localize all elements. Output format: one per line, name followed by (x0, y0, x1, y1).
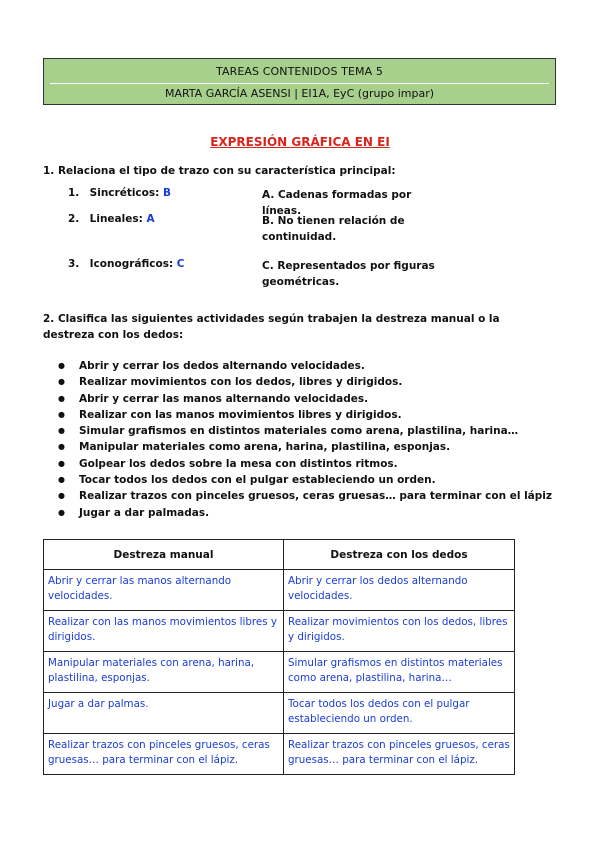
table-cell: Realizar trazos con pinceles gruesos, ceras gruesas… para terminar con el lápiz. (284, 734, 515, 775)
match-label: Sincréticos: (89, 187, 160, 199)
header-author: MARTA GARCÍA ASENSI | EI1A, EyC (grupo impar) (164, 87, 435, 100)
match-answer: B (162, 187, 171, 199)
question-1: 1. Relaciona el tipo de trazo con su característica principal: (43, 165, 396, 177)
list-item: ● Jugar a dar palmadas. (58, 505, 552, 521)
list-item: ● Tocar todos los dedos con el pulgar estableciendo un orden. (58, 472, 552, 488)
table-row (44, 570, 515, 611)
match-desc-2: B. No tienen relación de continuidad. (262, 215, 405, 243)
activity-list (58, 358, 552, 521)
list-item: ● Realizar con las manos movimientos libres y dirigidos. (58, 407, 552, 423)
table-cell: Realizar con las manos movimientos libres y dirigidos. (44, 611, 284, 652)
classification-table (43, 539, 515, 775)
match-desc-3: C. Representados por figuras geométricas. (262, 260, 435, 288)
list-item: ● Realizar movimientos con los dedos, libres y dirigidos. (58, 374, 552, 390)
question-2: 2. Clasifica las siguientes actividades según trabajen la destreza manual o la destreza con los dedos: (43, 313, 500, 341)
match-item-2 (68, 213, 155, 225)
table-cell: Abrir y cerrar los dedos alternando velocidades. (284, 570, 515, 611)
header-divider (50, 83, 549, 84)
table-row (44, 611, 515, 652)
header-subject: TAREAS CONTENIDOS TEMA 5 (216, 65, 383, 78)
table-cell: Manipular materiales con arena, harina, plastilina, esponjas. (44, 652, 284, 693)
list-item: ● Golpear los dedos sobre la mesa con distintos ritmos. (58, 456, 552, 472)
table-cell: Tocar todos los dedos con el pulgar estableciendo un orden. (284, 693, 515, 734)
page-title: EXPRESIÓN GRÁFICA EN EI (210, 135, 390, 149)
table-header-row (44, 540, 515, 570)
match-item-3 (68, 258, 185, 270)
column-header-manual: Destreza manual (44, 540, 284, 570)
list-item: ● Manipular materiales como arena, harina, plastilina, esponjas. (58, 439, 552, 455)
header-box (43, 58, 556, 105)
match-answer: A (146, 213, 155, 225)
table-row (44, 693, 515, 734)
table-cell: Jugar a dar palmas. (44, 693, 284, 734)
match-desc-1: A. Cadenas formadas por líneas. (262, 189, 412, 217)
table-cell: Simular grafismos en distintos materiales como arena, plastilina, harina… (284, 652, 515, 693)
list-item: ● Abrir y cerrar los dedos alternando velocidades. (58, 358, 552, 374)
list-item: ● Abrir y cerrar las manos alternando velocidades. (58, 391, 552, 407)
match-label: Lineales: (89, 213, 143, 225)
list-item: ● Simular grafismos en distintos materiales como arena, plastilina, harina… (58, 423, 552, 439)
match-label: Iconográficos: (89, 258, 174, 270)
match-answer: C (176, 258, 185, 270)
match-item-1 (68, 187, 171, 199)
table-cell: Abrir y cerrar las manos alternando velocidades. (44, 570, 284, 611)
table-cell: Realizar trazos con pinceles gruesos, ceras gruesas… para terminar con el lápiz. (44, 734, 284, 775)
table-row (44, 652, 515, 693)
match-number: 3. (68, 258, 80, 270)
table-row (44, 734, 515, 775)
match-number: 2. (68, 213, 80, 225)
list-item: ● Realizar trazos con pinceles gruesos, ceras gruesas… para terminar con el lápiz (58, 488, 552, 504)
column-header-dedos: Destreza con los dedos (284, 540, 515, 570)
match-number: 1. (68, 187, 80, 199)
table-cell: Realizar movimientos con los dedos, libres y dirigidos. (284, 611, 515, 652)
